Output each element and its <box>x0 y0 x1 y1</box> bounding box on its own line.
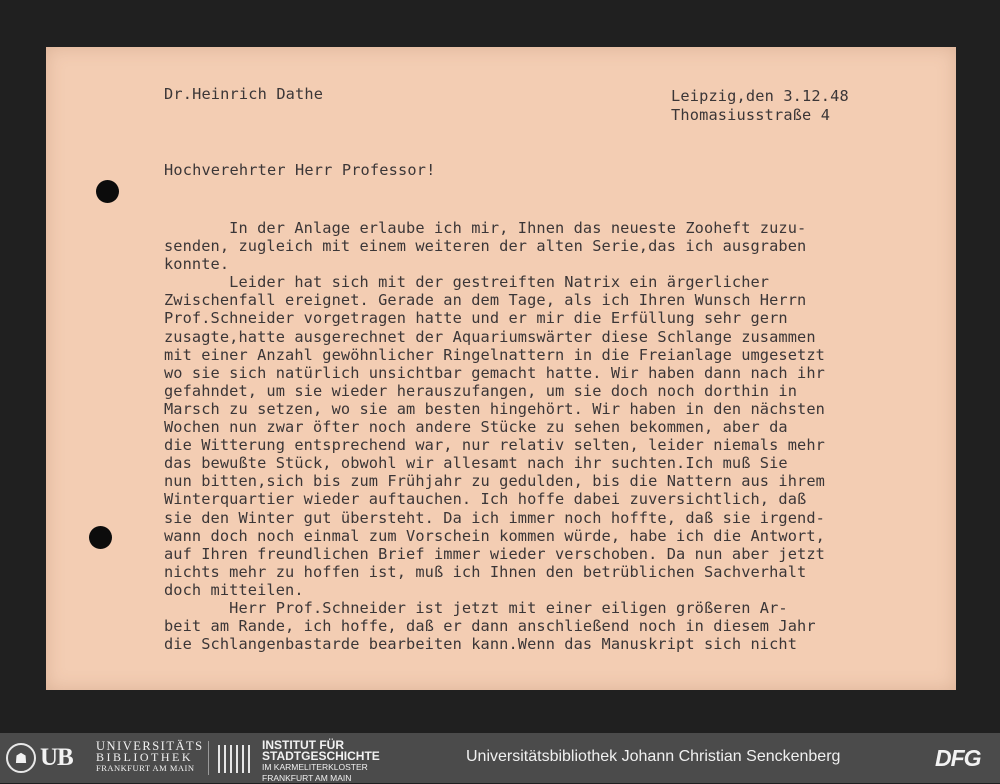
ub-logo-text <box>96 741 204 774</box>
punch-hole-top <box>96 180 119 203</box>
body-line: Prof.Schneider vorgetragen hatte und er mir die Erfüllung sehr gern <box>164 309 788 328</box>
body-line: konnte. <box>164 255 230 274</box>
body-line: die Witterung entsprechend war, nur relativ selten, leider niemals mehr <box>164 436 825 455</box>
body-line: Marsch zu setzen, wo sie am besten hingehört. Wir haben in den nächsten <box>164 399 825 418</box>
footer-bar <box>0 733 1000 783</box>
institute-logo-text <box>262 740 380 784</box>
seal-icon: ☗ <box>6 743 36 773</box>
punch-hole-bottom <box>89 526 112 549</box>
letter-body <box>164 219 825 653</box>
street-address: Thomasiusstraße 4 <box>671 106 831 124</box>
ub-logo[interactable] <box>6 741 73 775</box>
body-line: nun bitten,sich bis zum Frühjahr zu gedulden, bis die Nattern aus ihrem <box>164 472 825 491</box>
body-line: gefahndet, um sie wieder herauszufangen, um sie doch noch dorthin in <box>164 381 798 400</box>
body-line: In der Anlage erlaube ich mir, Ihnen das neueste Zooheft zuzu- <box>164 219 807 237</box>
dfg-logo[interactable]: DFG <box>935 745 981 771</box>
body-line: das bewußte Stück, obwohl wir allesamt nach ihr suchten.Ich muß Sie <box>164 454 788 473</box>
footer-divider <box>208 741 209 775</box>
body-line: doch mitteilen. <box>164 580 304 599</box>
inst-line3: IM KARMELITERKLOSTER <box>262 762 368 772</box>
body-line: beit am Rande, ich hoffe, daß er dann anschließend noch in diesem Jahr <box>164 617 816 636</box>
ub-line2: BIBLIOTHEK <box>96 750 193 764</box>
body-line: mit einer Anzahl gewöhnlicher Ringelnattern in die Freianlage umgesetzt <box>164 345 825 364</box>
body-line: wann doch noch einmal zum Vorschein kommen würde, habe ich die Antwort, <box>164 526 825 545</box>
body-line: nichts mehr zu hoffen ist, muß ich Ihnen den betrüblichen Sachverhalt <box>164 562 807 581</box>
inst-line4: FRANKFURT AM MAIN <box>262 773 352 783</box>
letter-sheet <box>46 47 956 690</box>
salutation: Hochverehrter Herr Professor! <box>164 161 436 179</box>
body-line: die Schlangenbastarde bearbeiten kann.Wenn das Manuskript sich nicht <box>164 635 798 654</box>
ub-line3: FRANKFURT AM MAIN <box>96 763 195 773</box>
body-line: Leider hat sich mit der gestreiften Natrix ein ärgerlicher <box>164 273 770 292</box>
body-line: Zwischenfall ereignet. Gerade an dem Tage, als ich Ihren Wunsch Herrn <box>164 291 807 310</box>
body-line: auf Ihren freundlichen Brief immer wieder verschoben. Da nun aber jetzt <box>164 544 825 563</box>
body-line: sie den Winter gut übersteht. Da ich immer noch hoffte, daß sie irgend- <box>164 508 825 527</box>
sender-name: Dr.Heinrich Dathe <box>164 85 324 103</box>
body-line: zusagte,hatte ausgerechnet der Aquariumswärter diese Schlange zusammen <box>164 327 816 346</box>
place-date: Leipzig,den 3.12.48 <box>671 87 849 105</box>
ub-line1: UNIVERSITÄTS <box>96 739 204 753</box>
ub-logo-letters: UB <box>40 744 73 771</box>
body-line: Winterquartier wieder auftauchen. Ich hoffe dabei zuversichtlich, daß <box>164 490 807 509</box>
body-line: wo sie sich natürlich unsichtbar gemacht hatte. Wir haben dann nach ihr <box>164 363 825 382</box>
body-line: Wochen nun zwar öfter noch andere Stücke zu sehen bekommen, aber da <box>164 418 788 437</box>
body-line: senden, zugleich mit einem weiteren der alten Serie,das ich ausgraben <box>164 237 807 256</box>
inst-line2: STADTGESCHICHTE <box>262 749 380 763</box>
columns-icon[interactable] <box>216 741 254 775</box>
inst-line1: INSTITUT FÜR <box>262 738 344 752</box>
footer-title[interactable]: Universitätsbibliothek Johann Christian Senckenberg <box>466 748 841 765</box>
body-line: Herr Prof.Schneider ist jetzt mit einer eiligen größeren Ar- <box>164 598 788 617</box>
